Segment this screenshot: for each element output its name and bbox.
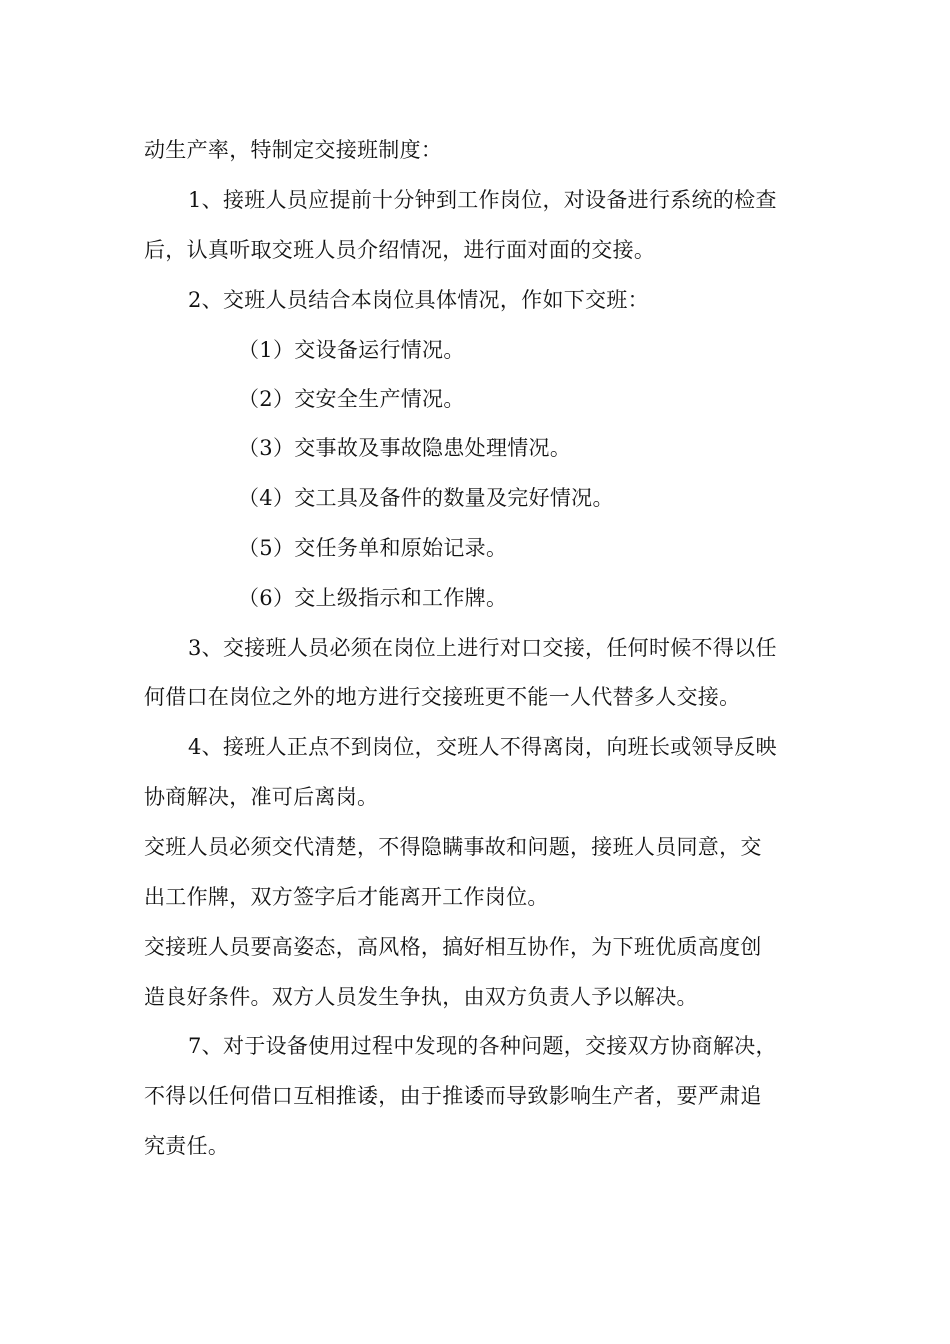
text-line: 1、接班人员应提前十分钟到工作岗位，对设备进行系统的检查 [188,188,777,212]
list-item: （3）交事故及事故隐患处理情况。 [238,436,572,460]
text-line: 3、交接班人员必须在岗位上进行对口交接，任何时候不得以任 [188,636,777,660]
text-line: 出工作牌，双方签字后才能离开工作岗位。 [144,885,549,909]
text-line: 不得以任何借口互相推诿，由于推诿而导致影响生产者，要严肃追 [144,1084,762,1108]
text-line: 造良好条件。双方人员发生争执，由双方负责人予以解决。 [144,985,698,1009]
text-line: 交班人员必须交代清楚，不得隐瞒事故和问题，接班人员同意，交 [144,835,762,859]
text-line: 交接班人员要高姿态，高风格，搞好相互协作，为下班优质高度创 [144,935,762,959]
list-item: （1）交设备运行情况。 [238,338,465,362]
text-line: 究责任。 [144,1134,230,1158]
list-item: （5）交任务单和原始记录。 [238,536,508,560]
text-line: 7、对于设备使用过程中发现的各种问题，交接双方协商解决， [188,1034,777,1058]
text-line: 2、交班人员结合本岗位具体情况，作如下交班： [188,288,649,312]
text-line: 动生产率，特制定交接班制度： [144,138,443,162]
text-line: 何借口在岗位之外的地方进行交接班更不能一人代替多人交接。 [144,685,741,709]
text-line: 4、接班人正点不到岗位，交班人不得离岗，向班长或领导反映 [188,735,777,759]
list-item: （2）交安全生产情况。 [238,387,465,411]
text-line: 后，认真听取交班人员介绍情况，进行面对面的交接。 [144,238,656,262]
list-item: （6）交上级指示和工作牌。 [238,586,508,610]
list-item: （4）交工具及备件的数量及完好情况。 [238,486,614,510]
text-line: 协商解决，准可后离岗。 [144,785,379,809]
